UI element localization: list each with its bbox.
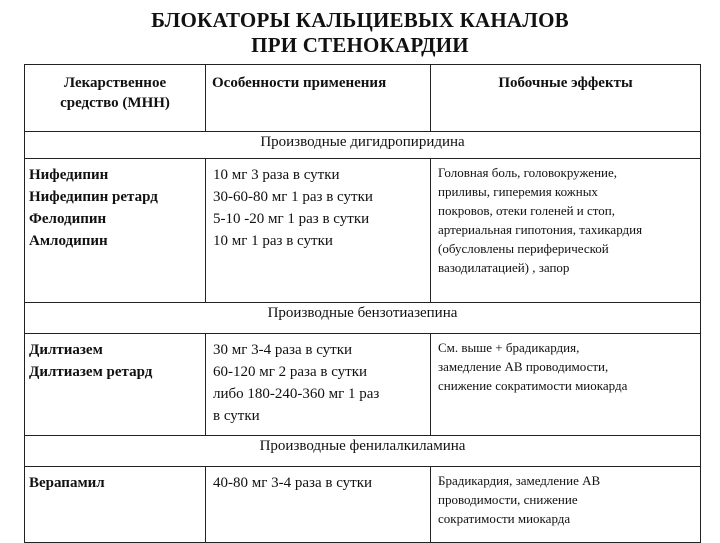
- effect-line: покровов, отеки голеней и стоп,: [438, 203, 615, 218]
- dose-cell: [206, 334, 431, 436]
- table-header-row: [25, 65, 701, 132]
- page-title: [0, 8, 720, 58]
- group-label: Производные фенилалкиламина: [25, 436, 701, 467]
- header-side-effects: Побочные эффекты: [431, 65, 701, 132]
- group-row-dihydropyridine: [25, 132, 701, 159]
- effect-line: вазодилатацией) , запор: [438, 260, 570, 275]
- drug-name: Нифедипин ретард: [29, 189, 158, 205]
- side-effects-cell: [431, 159, 701, 303]
- effect-line: проводимости, снижение: [438, 492, 578, 507]
- effect-line: сократимости миокарда: [438, 511, 571, 526]
- drug-name: Дилтиазем: [29, 342, 103, 358]
- dose-line: в сутки: [213, 408, 260, 424]
- side-effects-cell: [431, 334, 701, 436]
- dose-cell: [206, 159, 431, 303]
- header-drug: [25, 65, 206, 132]
- effect-line: Брадикардия, замедление АВ: [438, 473, 601, 488]
- dose-line: 40-80 мг 3-4 раза в сутки: [213, 475, 373, 491]
- drug-name: Верапамил: [29, 475, 105, 491]
- drug-names-cell: [25, 159, 206, 303]
- group-row-phenylalkylamine: [25, 436, 701, 467]
- group-label: Производные бензотиазепина: [25, 303, 701, 334]
- drug-names-cell: [25, 334, 206, 436]
- drug-name: Нифедипин: [29, 167, 109, 183]
- dose-line: 10 мг 3 раза в сутки: [213, 167, 340, 183]
- drug-names-cell: [25, 467, 206, 543]
- header-drug-line-1: Лекарственное: [63, 75, 167, 91]
- effect-line: (обусловлены периферической: [438, 241, 609, 256]
- title-line-1: БЛОКАТОРЫ КАЛЬЦИЕВЫХ КАНАЛОВ: [151, 8, 569, 32]
- effect-line: артериальная гипотония, тахикардия: [438, 222, 643, 237]
- drug-name: Дилтиазем ретард: [29, 364, 153, 380]
- dose-line: либо 180-240-360 мг 1 раз: [213, 386, 380, 402]
- group-label: Производные дигидропиридина: [25, 132, 701, 159]
- dose-line: 30-60-80 мг 1 раз в сутки: [213, 189, 373, 205]
- effect-line: См. выше + брадикардия,: [438, 340, 580, 355]
- dose-cell: [206, 467, 431, 543]
- effect-line: приливы, гиперемия кожных: [438, 184, 598, 199]
- drug-name: Амлодипин: [29, 233, 108, 249]
- dose-line: 60-120 мг 2 раза в сутки: [213, 364, 368, 380]
- effect-line: снижение сократимости миокарда: [438, 378, 628, 393]
- drug-name: Фелодипин: [29, 211, 107, 227]
- table-row: [25, 467, 701, 543]
- group-row-benzothiazepine: [25, 303, 701, 334]
- drugs-table: [24, 64, 701, 543]
- dose-line: 10 мг 1 раз в сутки: [213, 233, 333, 249]
- side-effects-cell: [431, 467, 701, 543]
- table-row: [25, 334, 701, 436]
- dose-line: 30 мг 3-4 раза в сутки: [213, 342, 353, 358]
- table-row: [25, 159, 701, 303]
- effect-line: Головная боль, головокружение,: [438, 165, 618, 180]
- header-usage: Особенности применения: [206, 65, 431, 132]
- dose-line: 5-10 -20 мг 1 раз в сутки: [213, 211, 370, 227]
- title-line-2: ПРИ СТЕНОКАРДИИ: [251, 33, 469, 57]
- effect-line: замедление АВ проводимости,: [438, 359, 609, 374]
- header-drug-line-2: средство (МНН): [60, 95, 170, 111]
